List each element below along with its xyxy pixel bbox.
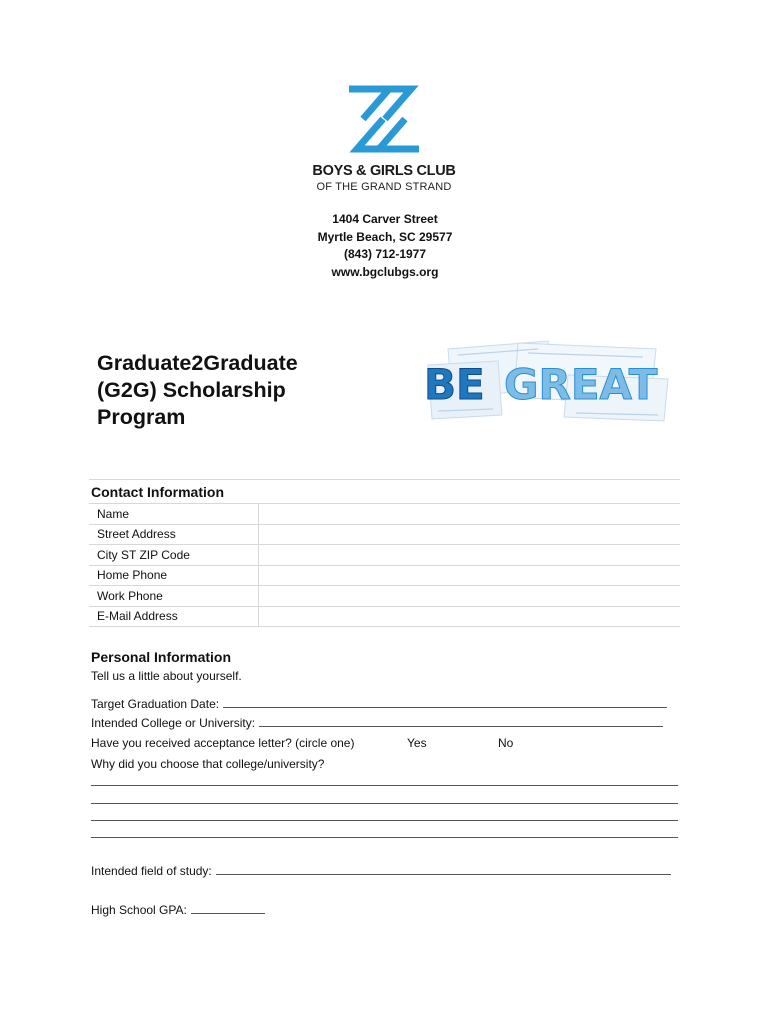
target-graduation-field[interactable] bbox=[223, 697, 667, 708]
gpa-label: High School GPA: bbox=[91, 903, 187, 917]
contact-row bbox=[89, 545, 680, 566]
target-graduation-line bbox=[91, 697, 667, 711]
section-divider bbox=[89, 479, 680, 480]
be-text: BE bbox=[424, 360, 485, 409]
club-logo-icon bbox=[289, 77, 479, 161]
why-college-line-2[interactable] bbox=[91, 803, 678, 804]
club-logo bbox=[289, 77, 479, 207]
great-text: GREAT bbox=[504, 360, 658, 409]
contact-row-field[interactable] bbox=[259, 565, 681, 586]
gpa-field[interactable] bbox=[191, 903, 265, 914]
address-website: www.bgclubgs.org bbox=[331, 264, 439, 279]
why-college-line-4[interactable] bbox=[91, 837, 678, 838]
contact-row-label: Name bbox=[89, 504, 259, 525]
contact-row-label: Street Address bbox=[89, 524, 259, 545]
contact-row bbox=[89, 565, 680, 586]
intended-college-label: Intended College or University: bbox=[91, 716, 256, 730]
contact-row bbox=[89, 586, 680, 607]
be-great-graphic bbox=[418, 335, 673, 425]
intended-college-line bbox=[91, 716, 663, 730]
acceptance-no-option[interactable]: No bbox=[498, 736, 514, 750]
title-line-1: Graduate2Graduate bbox=[97, 351, 298, 375]
why-college-label: Why did you choose that college/university? bbox=[91, 757, 325, 771]
contact-row-label: E-Mail Address bbox=[89, 606, 259, 627]
contact-row-field[interactable] bbox=[259, 545, 681, 566]
acceptance-yes-option[interactable]: Yes bbox=[407, 736, 427, 750]
intended-college-field[interactable] bbox=[259, 716, 663, 727]
contact-row-field[interactable] bbox=[259, 504, 681, 525]
field-of-study-field[interactable] bbox=[216, 864, 671, 875]
page-title bbox=[97, 350, 357, 431]
contact-row-label: Home Phone bbox=[89, 565, 259, 586]
address-phone: (843) 712-1977 bbox=[343, 247, 427, 262]
personal-heading: Personal Information bbox=[91, 649, 232, 665]
field-of-study-line bbox=[91, 864, 671, 878]
contact-row bbox=[89, 504, 680, 525]
acceptance-line bbox=[91, 736, 354, 750]
contact-row-label: Work Phone bbox=[89, 586, 259, 607]
contact-row bbox=[89, 606, 680, 627]
target-graduation-label: Target Graduation Date: bbox=[91, 697, 220, 711]
contact-heading: Contact Information bbox=[91, 484, 224, 500]
contact-row-field[interactable] bbox=[259, 524, 681, 545]
field-of-study-label: Intended field of study: bbox=[91, 864, 212, 878]
gpa-line bbox=[91, 903, 265, 917]
why-college-line-1[interactable] bbox=[91, 785, 678, 786]
logo-subtitle: OF THE GRAND STRAND bbox=[316, 181, 452, 193]
title-line-3: Program bbox=[97, 405, 186, 429]
address-street: 1404 Carver Street bbox=[332, 212, 438, 226]
contact-row-field[interactable] bbox=[259, 586, 681, 607]
contact-row-field[interactable] bbox=[259, 606, 681, 627]
acceptance-label: Have you received acceptance letter? (circle one) bbox=[91, 736, 355, 750]
contact-table bbox=[89, 503, 680, 627]
address-city: Myrtle Beach, SC 29577 bbox=[317, 229, 453, 244]
contact-row bbox=[89, 524, 680, 545]
personal-intro: Tell us a little about yourself. bbox=[91, 669, 242, 683]
contact-row-label: City ST ZIP Code bbox=[89, 545, 259, 566]
title-line-2: (G2G) Scholarship bbox=[97, 378, 286, 402]
address-block bbox=[0, 211, 770, 281]
why-college-line-3[interactable] bbox=[91, 820, 678, 821]
logo-name: BOYS & GIRLS CLUB bbox=[312, 163, 456, 179]
